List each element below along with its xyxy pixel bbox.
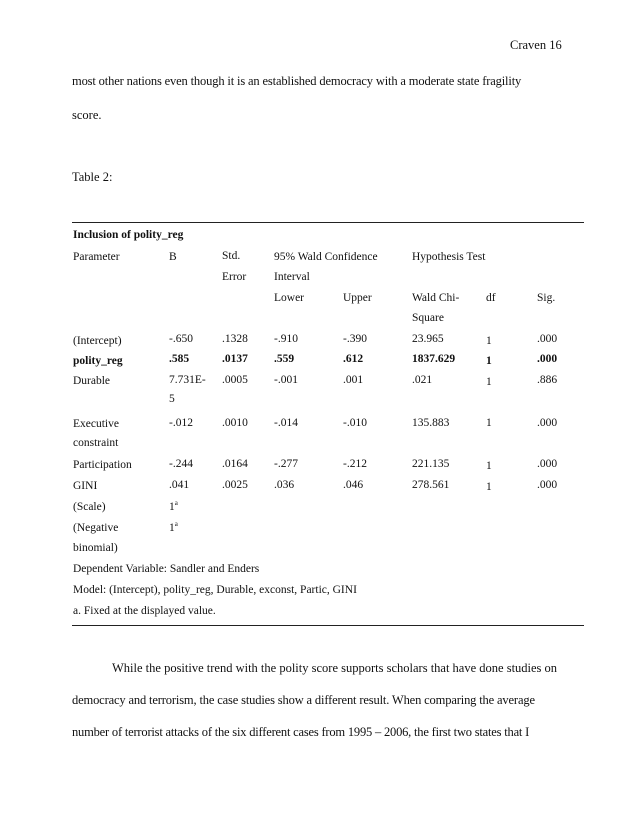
header-wald-1: Wald Chi- <box>412 292 460 304</box>
cell-upper: -.212 <box>343 458 367 470</box>
cell-lower: -.001 <box>274 374 298 386</box>
header-std-2: Error <box>222 271 247 283</box>
cell-sig: .886 <box>537 374 558 386</box>
body-line-2: democracy and terrorism, the case studies show a different result. When comparing the average <box>72 693 535 707</box>
cell-sig: .000 <box>537 333 558 345</box>
cell-upper: .001 <box>343 374 364 386</box>
cell-df: 1 <box>486 335 492 347</box>
header-wald-2: Square <box>412 312 444 324</box>
cell-wald: 1837.629 <box>412 353 456 365</box>
cell-param: Durable <box>73 375 111 387</box>
body-line-3: number of terrorist attacks of the six different cases from 1995 – 2006, the first two states that I <box>72 725 530 739</box>
cell-b: -.650 <box>169 333 193 345</box>
table-label: Table 2: <box>72 170 113 184</box>
header-b: B <box>169 251 177 263</box>
cell-b-continued: 5 <box>169 393 175 405</box>
cell-param: polity_reg <box>73 355 123 367</box>
note-dependent-variable: Dependent Variable: Sandler and Enders <box>73 563 260 575</box>
footnote-marker: a <box>174 499 178 507</box>
cell-upper: -.010 <box>343 417 367 429</box>
cell-sig: .000 <box>537 458 558 470</box>
table-top-rule <box>72 222 584 223</box>
cell-lower: -.910 <box>274 333 298 345</box>
cell-df: 1 <box>486 417 492 429</box>
running-head: Craven 16 <box>510 38 562 52</box>
cell-sig: .000 <box>537 417 558 429</box>
cell-upper: -.390 <box>343 333 367 345</box>
cell-se: .0005 <box>222 374 248 386</box>
cell-df: 1 <box>486 481 492 493</box>
note-model: Model: (Intercept), polity_reg, Durable, exconst, Partic, GINI <box>73 584 357 596</box>
cell-sig: .000 <box>537 479 558 491</box>
cell-upper: .046 <box>343 479 364 491</box>
cell-b: 1$^a$ <box>169 520 178 534</box>
body-line-1: While the positive trend with the polity score supports scholars that have done studies on <box>112 661 558 675</box>
header-lower: Lower <box>274 292 305 304</box>
cell-se: .1328 <box>222 333 248 345</box>
table-title: Inclusion of polity_reg <box>73 229 184 241</box>
cell-b: 1$^a$ <box>169 499 178 513</box>
cell-se: .0025 <box>222 479 248 491</box>
note-fixed: a. Fixed at the displayed value. <box>73 605 216 617</box>
cell-upper: .612 <box>343 353 364 365</box>
cell-param: GINI <box>73 480 98 492</box>
table-bottom-rule <box>72 625 584 626</box>
cell-param-continued: constraint <box>73 437 119 449</box>
cell-b: 7.731E- <box>169 374 206 386</box>
cell-param: (Scale) <box>73 501 106 513</box>
cell-b: -.244 <box>169 458 193 470</box>
header-std-1: Std. <box>222 250 241 262</box>
cell-b: .041 <box>169 479 190 491</box>
cell-param: (Intercept) <box>73 335 122 347</box>
header-df: df <box>486 292 496 304</box>
intro-line-1: most other nations even though it is an established democracy with a moderate state fragility <box>72 74 522 88</box>
cell-df: 1 <box>486 376 492 388</box>
cell-lower: .036 <box>274 479 295 491</box>
cell-wald: .021 <box>412 374 433 386</box>
cell-b: -.012 <box>169 417 193 429</box>
cell-lower: -.014 <box>274 417 298 429</box>
cell-param: Participation <box>73 459 132 471</box>
cell-se: .0137 <box>222 353 248 365</box>
header-ci-1: 95% Wald Confidence <box>274 251 378 263</box>
cell-wald: 221.135 <box>412 458 450 470</box>
cell-wald: 278.561 <box>412 479 450 491</box>
cell-se: .0010 <box>222 417 248 429</box>
header-upper: Upper <box>343 292 372 304</box>
cell-param-continued: binomial) <box>73 542 118 554</box>
cell-lower: .559 <box>274 353 295 365</box>
footnote-marker: a <box>174 520 178 528</box>
cell-df: 1 <box>486 355 492 367</box>
cell-param: Executive <box>73 418 119 430</box>
cell-lower: -.277 <box>274 458 298 470</box>
header-hypothesis: Hypothesis Test <box>412 251 486 263</box>
cell-b: .585 <box>169 353 190 365</box>
intro-line-2: score. <box>72 108 102 122</box>
cell-wald: 23.965 <box>412 333 444 345</box>
cell-se: .0164 <box>222 458 248 470</box>
cell-sig: .000 <box>537 353 558 365</box>
header-parameter: Parameter <box>73 251 120 263</box>
cell-wald: 135.883 <box>412 417 450 429</box>
header-ci-2: Interval <box>274 271 310 283</box>
cell-param: (Negative <box>73 522 119 534</box>
cell-df: 1 <box>486 460 492 472</box>
header-sig: Sig. <box>537 292 556 304</box>
